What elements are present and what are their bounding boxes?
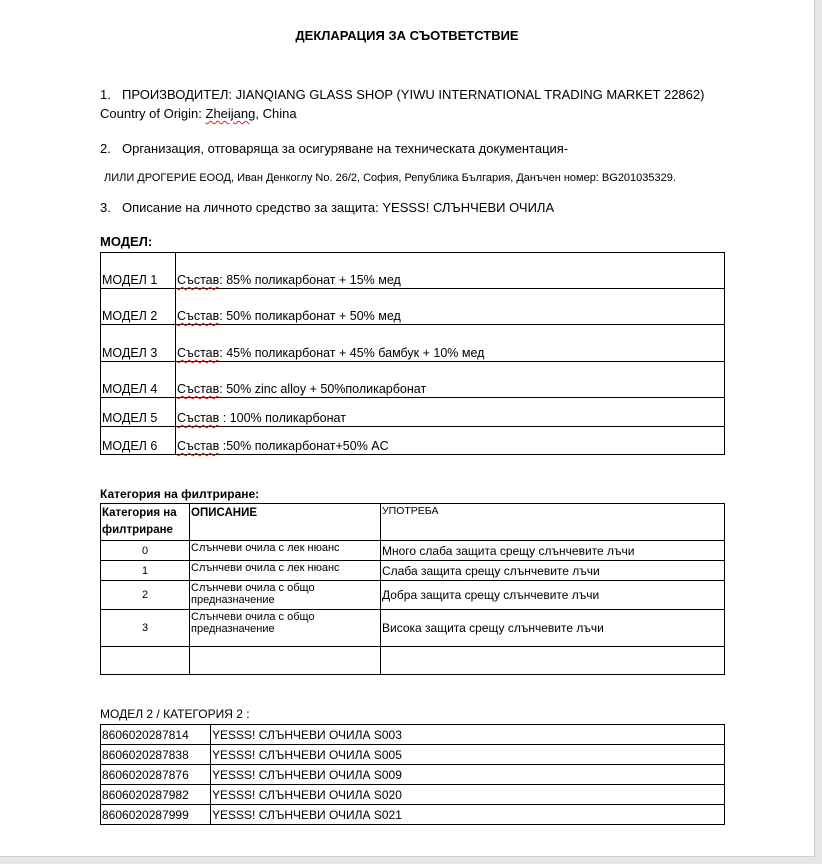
filter-description-cell: Слънчеви очила с общо предназначение (190, 610, 381, 647)
composition-text: : 100% поликарбонат (219, 411, 346, 425)
header-category: Категория на филтриране (101, 504, 190, 541)
product-name-cell: YESSS! СЛЪНЧЕВИ ОЧИЛА S021 (211, 805, 725, 825)
product-row (101, 765, 725, 785)
product-row (101, 805, 725, 825)
origin-region: Zheijang (205, 106, 256, 121)
filter-row (101, 610, 725, 647)
models-heading: МОДЕЛ: (100, 234, 153, 249)
product-code-cell: 8606020287999 (101, 805, 211, 825)
product-row (101, 745, 725, 765)
products-heading (100, 707, 250, 721)
model-composition-cell (176, 253, 725, 289)
model-name-cell: МОДЕЛ 5 (101, 398, 176, 427)
composition-word: Състав (177, 309, 220, 323)
model-name-cell: МОДЕЛ 3 (101, 325, 176, 362)
composition-text: : 85% поликарбонат + 15% мед (219, 273, 401, 287)
model-row (101, 253, 725, 289)
filter-description-cell: Слънчеви очила с общо предназначение (190, 581, 381, 610)
organization-details: ЛИЛИ ДРОГЕРИЕ ЕООД, Иван Денкоглу No. 26/2, София, Република България, Данъчен номер: BG201035329. (104, 172, 676, 184)
filter-usage-cell: Много слаба защита срещу слънчевите лъчи (381, 541, 725, 561)
filter-category-cell: 3 (101, 610, 190, 647)
section-1-manufacturer (100, 87, 704, 102)
model-row (101, 398, 725, 427)
section-1-number: 1. (100, 87, 111, 102)
documentation-label: Организация, отговаряща за осигуряване на техническата документация- (122, 141, 569, 156)
section-3-description (100, 200, 554, 215)
composition-word: Състав (177, 411, 220, 425)
filter-row (101, 581, 725, 610)
products-table (100, 724, 725, 825)
model-name-cell: МОДЕЛ 6 (101, 427, 176, 455)
section-2-number: 2. (100, 141, 111, 156)
model-composition-cell (176, 427, 725, 455)
model-name-cell: МОДЕЛ 2 (101, 289, 176, 325)
model-composition-cell (176, 362, 725, 398)
products-heading-text: МОДЕЛ 2 / КАТЕГОРИЯ 2 : (100, 707, 250, 721)
composition-text: : 45% поликарбонат + 45% бамбук + 10% мед (219, 346, 485, 360)
product-name-cell: YESSS! СЛЪНЧЕВИ ОЧИЛА S005 (211, 745, 725, 765)
section-3-number: 3. (100, 200, 111, 215)
document-title: ДЕКЛАРАЦИЯ ЗА СЪОТВЕТСТВИЕ (295, 28, 519, 43)
filter-category-table (100, 503, 725, 675)
product-code-cell: 8606020287876 (101, 765, 211, 785)
filter-description-cell (190, 647, 381, 675)
filter-header-row (101, 504, 725, 541)
filter-category-cell: 0 (101, 541, 190, 561)
model-composition-cell (176, 325, 725, 362)
section-2-documentation (100, 141, 568, 156)
models-table (100, 252, 725, 455)
composition-text: :50% поликарбонат+50% AC (219, 439, 389, 453)
composition-word: Състав (177, 346, 220, 360)
model-name-cell: МОДЕЛ 1 (101, 253, 176, 289)
filter-description-cell: Слънчеви очила с лек нюанс (190, 561, 381, 581)
filter-row (101, 647, 725, 675)
filter-category-cell: 1 (101, 561, 190, 581)
product-row (101, 725, 725, 745)
product-name-cell: YESSS! СЛЪНЧЕВИ ОЧИЛА S020 (211, 785, 725, 805)
model-row (101, 289, 725, 325)
filter-usage-cell: Добра защита срещу слънчевите лъчи (381, 581, 725, 610)
model-composition-cell (176, 398, 725, 427)
model-name-cell: МОДЕЛ 4 (101, 362, 176, 398)
filter-row (101, 561, 725, 581)
composition-word: Състав (177, 439, 220, 453)
composition-text: : 50% поликарбонат + 50% мед (219, 309, 401, 323)
model-row (101, 362, 725, 398)
filter-usage-cell (381, 647, 725, 675)
origin-suffix: , China (255, 106, 297, 121)
filter-category-cell (101, 647, 190, 675)
product-code-cell: 8606020287982 (101, 785, 211, 805)
composition-text: : 50% zinc alloy + 50%поликарбонат (219, 382, 427, 396)
model-composition-cell (176, 289, 725, 325)
product-code-cell: 8606020287814 (101, 725, 211, 745)
model-row (101, 427, 725, 455)
filter-usage-cell: Слаба защита срещу слънчевите лъчи (381, 561, 725, 581)
product-name-cell: YESSS! СЛЪНЧЕВИ ОЧИЛА S003 (211, 725, 725, 745)
product-name-cell: YESSS! СЛЪНЧЕВИ ОЧИЛА S009 (211, 765, 725, 785)
header-usage: УПОТРЕБА (381, 504, 725, 541)
manufacturer-label: ПРОИЗВОДИТЕЛ: JIANQIANG GLASS SHOP (YIWU INTERNATIONAL TRADING MARKET 22862) (122, 87, 705, 102)
country-of-origin (100, 106, 297, 121)
description-label: Описание на личното средство за защита: YESSS! СЛЪНЧЕВИ ОЧИЛА (122, 200, 555, 215)
filter-row (101, 541, 725, 561)
filter-usage-cell: Висока защита срещу слънчевите лъчи (381, 610, 725, 647)
filter-category-cell: 2 (101, 581, 190, 610)
model-row (101, 325, 725, 362)
product-row (101, 785, 725, 805)
origin-prefix: Country of Origin: (100, 106, 206, 121)
filter-description-cell: Слънчеви очила с лек нюанс (190, 541, 381, 561)
composition-word: Състав (177, 382, 220, 396)
composition-word: Състав (177, 273, 220, 287)
header-description: ОПИСАНИЕ (190, 504, 381, 541)
product-code-cell: 8606020287838 (101, 745, 211, 765)
filter-heading: Категория на филтриране: (100, 487, 260, 501)
